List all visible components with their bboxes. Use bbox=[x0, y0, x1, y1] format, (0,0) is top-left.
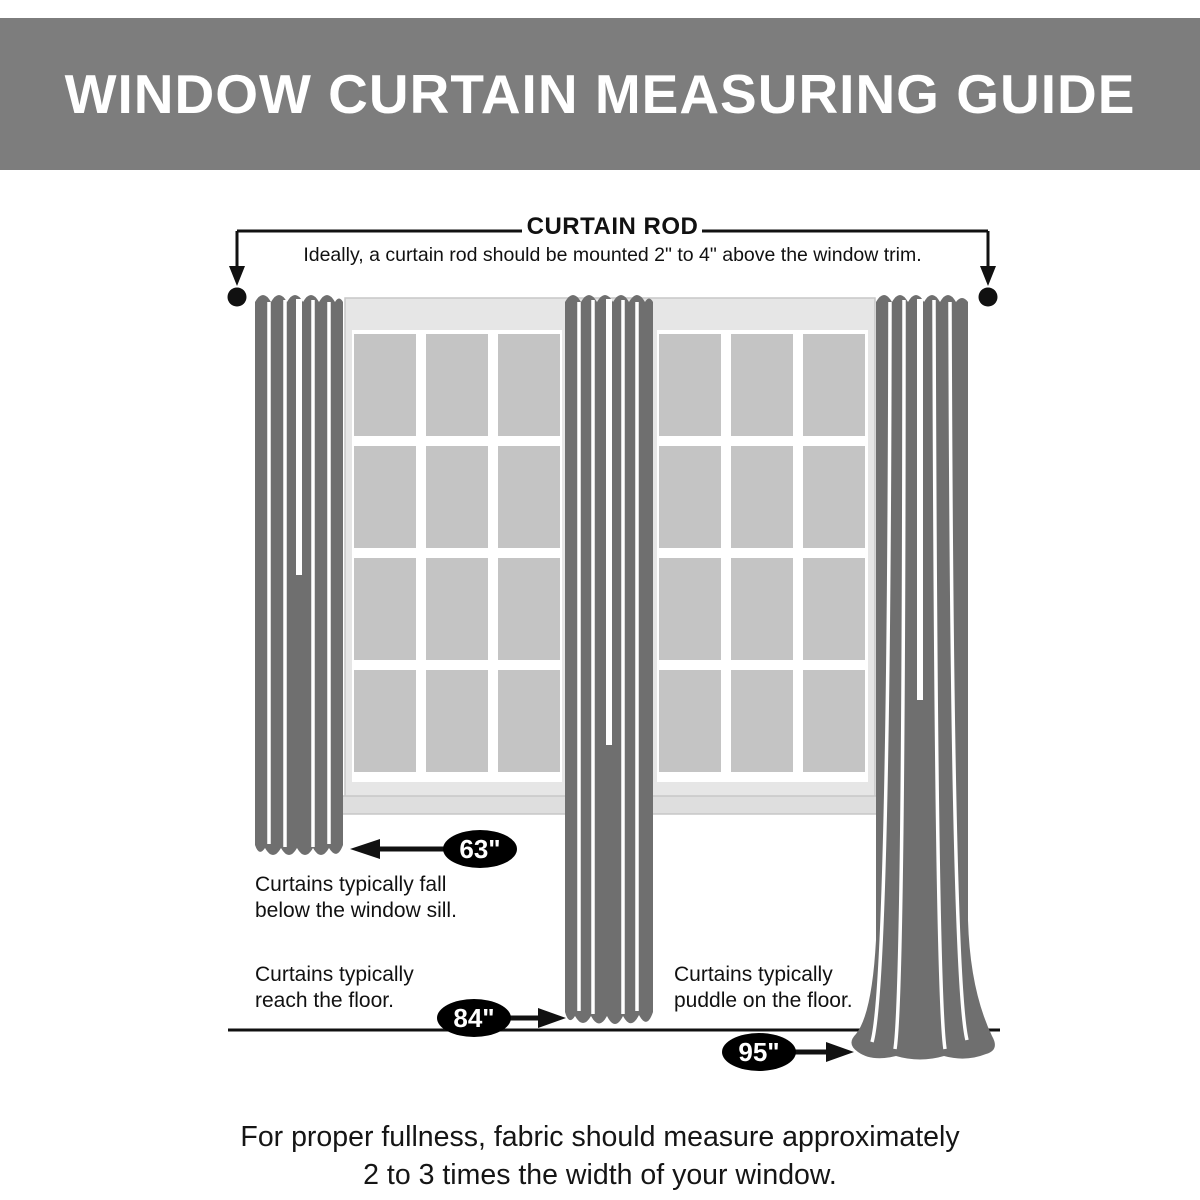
caption-reach-floor-line2: reach the floor. bbox=[255, 989, 394, 1012]
caption-below-sill bbox=[255, 872, 457, 924]
rod-finial-left-icon bbox=[228, 288, 247, 307]
footer-note-line1: For proper fullness, fabric should measure approximately bbox=[240, 1121, 960, 1153]
footer-note bbox=[0, 1118, 1200, 1194]
arrow-84-icon bbox=[538, 1008, 566, 1028]
length-badge-84: 84" bbox=[437, 999, 511, 1037]
caption-puddle-floor bbox=[674, 962, 853, 1014]
rod-finial-right-icon bbox=[979, 288, 998, 307]
curtain-rod-label: CURTAIN ROD bbox=[526, 213, 699, 240]
caption-below-sill-line1: Curtains typically fall bbox=[255, 873, 447, 896]
arrow-95-icon bbox=[826, 1042, 854, 1062]
caption-puddle-floor-line2: puddle on the floor. bbox=[674, 989, 853, 1012]
page-title: WINDOW CURTAIN MEASURING GUIDE bbox=[64, 63, 1136, 125]
caption-below-sill-line2: below the window sill. bbox=[255, 899, 457, 922]
rod-arrow-left-icon bbox=[229, 266, 245, 286]
arrow-63-icon bbox=[350, 839, 380, 859]
length-badge-95: 95" bbox=[722, 1033, 796, 1071]
caption-reach-floor bbox=[255, 962, 414, 1014]
caption-puddle-floor-line1: Curtains typically bbox=[674, 963, 833, 986]
caption-reach-floor-line1: Curtains typically bbox=[255, 963, 414, 986]
curtain-sill-length bbox=[255, 295, 343, 855]
length-badge-63: 63" bbox=[443, 830, 517, 868]
footer-note-line2: 2 to 3 times the width of your window. bbox=[363, 1159, 837, 1191]
curtain-floor-length bbox=[565, 295, 653, 1024]
rod-arrow-right-icon bbox=[980, 266, 996, 286]
curtain-rod-note: Ideally, a curtain rod should be mounted 2" to 4" above the window trim. bbox=[303, 244, 922, 266]
